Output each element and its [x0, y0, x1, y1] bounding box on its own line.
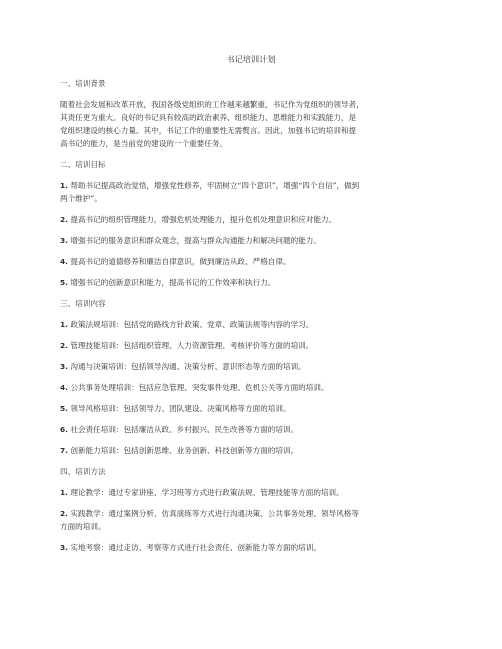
- list-item: [60, 425, 298, 435]
- list-item: [60, 509, 359, 519]
- item-number: 2.: [60, 215, 68, 224]
- item-number: 3.: [60, 236, 68, 245]
- paragraph-line: 高书记的能力，是当前党的建设的一个重要任务。: [60, 139, 228, 148]
- item-text: 增强书记的服务意识和群众观念，提高与群众沟通能力和解决问题的能力。: [70, 236, 321, 245]
- list-item: [60, 383, 329, 393]
- list-item: [60, 181, 359, 191]
- item-number: 3.: [60, 362, 68, 371]
- section-heading-background: 一、培训背景: [60, 79, 106, 88]
- item-text: 公共事务处理培训：包括应急管理、突发事件处理、危机公关等方面的培训。: [70, 383, 329, 392]
- list-item-continuation: 方面的培训。: [60, 522, 106, 531]
- item-text: 沟通与决策培训：包括领导沟通、决策分析、意识形态等方面的培训。: [70, 362, 306, 371]
- list-item-continuation: 两个维护”。: [60, 194, 102, 203]
- item-number: 5.: [60, 404, 68, 413]
- paragraph-line: 其责任更为重大。良好的书记具有较高的政治素养、组织能力、思维能力和实践能力，是: [60, 113, 357, 122]
- item-text: 领导风格培训：包括领导力、团队建设、决策风格等方面的培训。: [70, 404, 291, 413]
- item-number: 2.: [60, 509, 68, 518]
- list-item: [60, 215, 336, 225]
- item-text: 创新能力培训：包括创新思维、业务创新、科技创新等方面的培训。: [70, 446, 299, 455]
- item-number: 7.: [60, 446, 68, 455]
- item-number: 1.: [60, 320, 68, 329]
- section-heading-methods: 四、培训方法: [60, 467, 106, 476]
- item-text: 实地考察：通过走访、考察等方式进行社会责任、创新能力等方面的培训。: [70, 543, 321, 552]
- list-item: [60, 257, 291, 267]
- item-text: 理论教学：通过专家讲座、学习班等方式进行政策法规、管理技能等方面的培训。: [70, 488, 344, 497]
- list-item: [60, 446, 298, 456]
- item-text: 提高书记的组织管理能力，增强危机处理能力，提升危机处理意识和应对能力。: [70, 215, 337, 224]
- list-item: [60, 404, 291, 414]
- paragraph-line: 随着社会发展和改革开放，我国各级党组织的工作越来越繁重，书记作为党组织的领导者，: [60, 100, 364, 109]
- item-number: 3.: [60, 543, 68, 552]
- list-item: [60, 320, 313, 330]
- item-number: 1.: [60, 488, 68, 497]
- document-title: 书记培训计划: [226, 54, 276, 64]
- section-heading-goals: 二、培训目标: [60, 160, 106, 169]
- item-text: 提高书记的道德修养和廉洁自律意识，做到廉洁从政、严格自律。: [70, 257, 291, 266]
- list-item: [60, 488, 344, 498]
- item-number: 6.: [60, 425, 68, 434]
- paragraph-line: 党组织建设的核心力量。其中，书记工作的重要性无需赘言。因此，加强书记的培训和提: [60, 126, 357, 135]
- list-item: [60, 278, 275, 288]
- item-number: 2.: [60, 341, 68, 350]
- list-item: [60, 543, 321, 553]
- item-text: 帮助书记提高政治觉悟，增强党性修养，牢固树立“四个意识”，增强“四个自信”，做到: [70, 181, 360, 190]
- item-number: 1.: [60, 181, 68, 190]
- list-item: [60, 236, 321, 246]
- item-text: 政策法规培训：包括党的路线方针政策、党章、政策法规等内容的学习。: [70, 320, 314, 329]
- list-item: [60, 341, 313, 351]
- item-text: 社会责任培训：包括廉洁从政、乡村振兴、民生改善等方面的培训。: [70, 425, 299, 434]
- item-text: 实践教学：通过案例分析、仿真演练等方式进行沟通决策、公共事务处理、领导风格等: [70, 509, 359, 518]
- item-number: 4.: [60, 257, 68, 266]
- item-text: 管理技能培训：包括组织管理、人力资源管理、考核评价等方面的培训。: [70, 341, 314, 350]
- item-number: 4.: [60, 383, 68, 392]
- list-item: [60, 362, 306, 372]
- section-heading-content: 三、培训内容: [60, 299, 106, 308]
- item-text: 增强书记的创新意识和能力，提高书记的工作效率和执行力。: [70, 278, 276, 287]
- item-number: 5.: [60, 278, 68, 287]
